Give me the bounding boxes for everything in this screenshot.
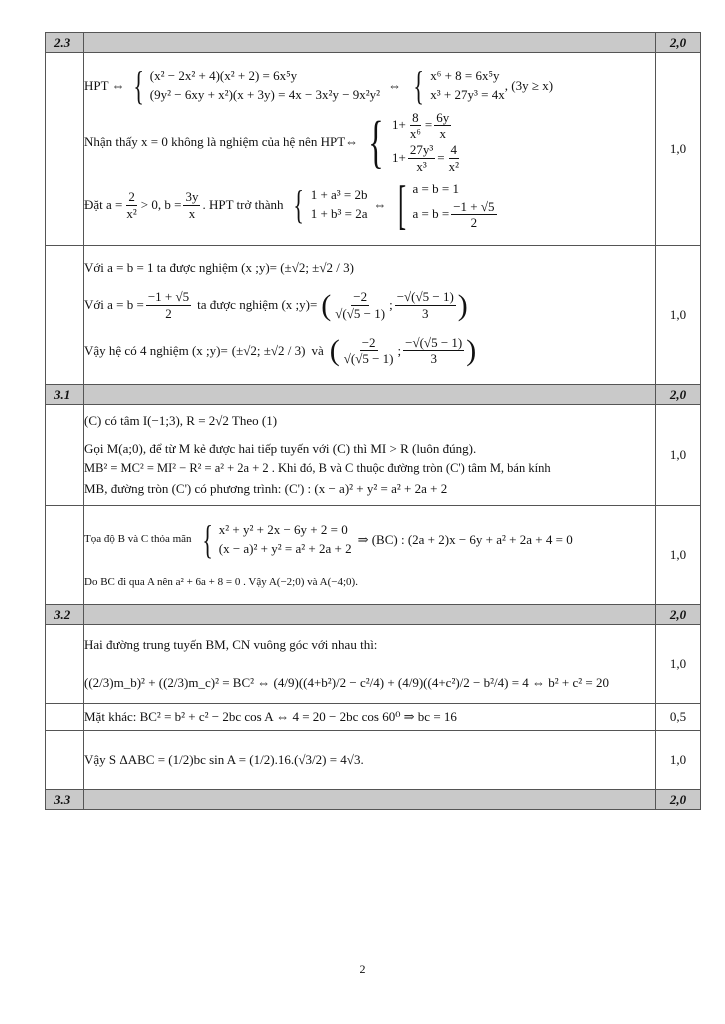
step-content <box>84 246 656 385</box>
section-number: 2.3 <box>46 33 84 53</box>
step-content <box>84 53 656 246</box>
solution-line: Vậy hệ có 4 nghiệm (x ;y)= (±√2; ±√2 / 3) và ( $\frac{-2}{√(√5 - 1)}$ ; $\frac{-√(√5 - 1)}{3}$ ) <box>84 334 477 368</box>
section-points: 2,0 <box>656 33 701 53</box>
section-points: 2,0 <box>656 605 701 625</box>
score: 1,0 <box>656 506 701 605</box>
answer-table <box>45 32 701 810</box>
section-header-3-3 <box>46 790 701 810</box>
equation: (x² − 2x² + 4)(x² + 2) = 6x⁵y <box>149 67 298 83</box>
section-number: 3.3 <box>46 790 84 810</box>
substitution-line: Đặt a = $\frac{2}{\text{x²}}$ > 0, b = $\frac{3y}{x}$ . HPT trở thành { 1 + a³ = 2b 1 + b³ = 2a ⇔ [ a = b = 1 a = b = $\frac{-1 + √5}{2}$ <box>84 175 495 236</box>
score: 1,0 <box>656 731 701 790</box>
score: 1,0 <box>656 405 701 506</box>
step-row-2-3-a <box>46 53 701 246</box>
step-content: Vậy S ΔABC = (1/2)bc sin A = (1/2).16.(√3/2) = 4√3. <box>84 731 656 790</box>
step-content: Tọa độ B và C thỏa mãn { x² + y² + 2x − 6y + 2 = 0 (x − a)² + y² = a² + 2a + 2 ⇒ (BC) : (2a + 2)x − 6y + a² + 2a + 4 = 0 Do BC đi qua A nên a² + 6a + 8 = 0 . Vậy A(−2;0) và A(−4;0). <box>84 506 656 605</box>
step-row-3-2-b <box>46 704 701 731</box>
section-header-2-3 <box>46 33 701 53</box>
step-content: (C) có tâm I(−1;3), R = 2√2 Theo (1) Gọi M(a;0), để từ M kẻ được hai tiếp tuyến với (C) thì MI > R (luôn đúng). MB² = MC² = MI² − R² = a² + 2a + 2 . Khi đó, B và C thuộc đường tròn (C') tâm M, bán kính MB, đường tròn (C') có phương trình: (C') : (x − a)² + y² = a² + 2a + 2 <box>84 405 656 506</box>
section-spacer <box>84 33 656 53</box>
step-content: Hai đường trung tuyến BM, CN vuông góc với nhau thì: ((2/3)m_b)² + ((2/3)m_c)² = BC² ⇔ (4/9)((4+b²)/2 − c²/4) + (4/9)((4+c²)/2 − b²/4) = 4 ⇔ b² + c² = 20 <box>84 625 656 704</box>
equation: x⁶ + 8 = 6x⁵y <box>430 67 500 83</box>
equation: x³ + 27y³ = 4x <box>430 86 505 102</box>
section-number: 3.1 <box>46 385 84 405</box>
score: 1,0 <box>656 625 701 704</box>
score: 1,0 <box>656 246 701 385</box>
step-row-3-1-b <box>46 506 701 605</box>
score: 1,0 <box>656 53 701 246</box>
section-points: 2,0 <box>656 385 701 405</box>
solution-line: Với a = b = 1 ta được nghiệm (x ;y)= (±√2; ±√2 / 3) <box>84 260 354 276</box>
step-row-2-3-b <box>46 246 701 385</box>
step-content: Mặt khác: BC² = b² + c² − 2bc cos A ⇔ 4 = 20 − 2bc cos 60⁰ ⇒ bc = 16 <box>84 704 656 731</box>
section-header-3-2 <box>46 605 701 625</box>
step-row-3-1-a <box>46 405 701 506</box>
step-row-3-2-a <box>46 625 701 704</box>
equation: (9y² − 6xy + x²)(x + 3y) = 4x − 3x²y − 9x²y² <box>149 86 381 102</box>
page-number: 2 <box>359 962 366 976</box>
reduced-system-line: Nhận thấy x = 0 không là nghiệm của hệ nên HPT⇔ { 1+ $\frac{8}{\text{x⁶}}$ = $\frac{6y}{x}$ 1+ $\frac{\text{27y³}}{\text{x³}}$ = $\frac{4}{\text{x²}}$ <box>84 109 459 174</box>
system-line: HPT ⇔ { (x² − 2x² + 4)(x² + 2) = 6x⁵y (9y² − 6xy + x²)(x + 3y) = 4x − 3x²y − 9x²y² ⇔ { x⁶ + 8 = 6x⁵y x³ + 27y³ = 4x , (3y ≥ x) <box>84 62 554 108</box>
condition: , (3y ≥ x) <box>504 77 554 93</box>
score: 0,5 <box>656 704 701 731</box>
solution-line: Với a = b = $\frac{-1 + √5}{2}$ ta được nghiệm (x ;y)= ( $\frac{-2}{√(√5 - 1)}$ ; $\frac{-√(√5 - 1)}{3}$ ) <box>84 288 468 322</box>
section-points: 2,0 <box>656 790 701 810</box>
step-row-3-2-c <box>46 731 701 790</box>
section-number: 3.2 <box>46 605 84 625</box>
section-header-3-1 <box>46 385 701 405</box>
